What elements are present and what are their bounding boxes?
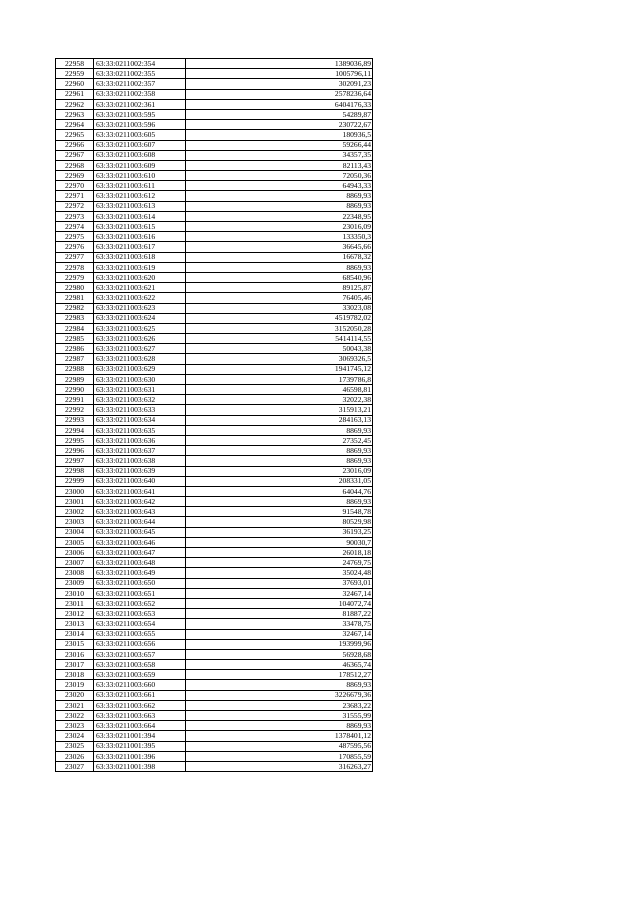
table-row	[56, 354, 373, 364]
row-number-cell: 22988	[56, 364, 94, 374]
row-number-cell: 22999	[56, 476, 94, 486]
cadastral-value-cell: 3069326,5	[186, 354, 373, 364]
row-number-cell: 23005	[56, 537, 94, 547]
cadastral-value-cell: 91548,78	[186, 507, 373, 517]
cadastral-number-cell: 63:33:0211003:634	[94, 415, 186, 425]
cadastral-number-cell: 63:33:0211003:629	[94, 364, 186, 374]
table-row	[56, 69, 373, 79]
row-number-cell: 23010	[56, 588, 94, 598]
table-row	[56, 578, 373, 588]
row-number-cell: 22982	[56, 303, 94, 313]
cadastral-number-cell: 63:33:0211002:361	[94, 99, 186, 109]
cadastral-value-cell: 33023,08	[186, 303, 373, 313]
cadastral-value-cell: 26018,18	[186, 548, 373, 558]
cadastral-value-cell: 54289,87	[186, 109, 373, 119]
row-number-cell: 22968	[56, 160, 94, 170]
cadastral-value-cell: 36193,25	[186, 527, 373, 537]
row-number-cell: 22959	[56, 69, 94, 79]
cadastral-number-cell: 63:33:0211003:644	[94, 517, 186, 527]
cadastral-value-cell: 8869,93	[186, 425, 373, 435]
cadastral-value-cell: 80529,98	[186, 517, 373, 527]
row-number-cell: 22983	[56, 313, 94, 323]
table-row	[56, 293, 373, 303]
cadastral-value-cell: 1389036,89	[186, 59, 373, 69]
table-row	[56, 272, 373, 282]
row-number-cell: 22985	[56, 334, 94, 344]
table-row	[56, 629, 373, 639]
row-number-cell: 23021	[56, 700, 94, 710]
cadastral-number-cell: 63:33:0211003:622	[94, 293, 186, 303]
cadastral-value-cell: 90030,7	[186, 537, 373, 547]
row-number-cell: 23026	[56, 751, 94, 761]
row-number-cell: 22981	[56, 293, 94, 303]
table-row	[56, 140, 373, 150]
table-row	[56, 425, 373, 435]
cadastral-number-cell: 63:33:0211003:614	[94, 211, 186, 221]
cadastral-number-cell: 63:33:0211003:638	[94, 456, 186, 466]
row-number-cell: 23024	[56, 731, 94, 741]
table-row	[56, 211, 373, 221]
cadastral-number-cell: 63:33:0211003:660	[94, 680, 186, 690]
table-row	[56, 242, 373, 252]
row-number-cell: 23022	[56, 711, 94, 721]
table-row	[56, 344, 373, 354]
cadastral-value-cell: 180936,5	[186, 130, 373, 140]
cadastral-number-cell: 63:33:0211003:612	[94, 191, 186, 201]
row-number-cell: 23016	[56, 649, 94, 659]
cadastral-value-cell: 1005796,11	[186, 69, 373, 79]
cadastral-value-cell: 284163,13	[186, 415, 373, 425]
cadastral-number-cell: 63:33:0211003:615	[94, 222, 186, 232]
cadastral-value-cell: 37693,01	[186, 578, 373, 588]
cadastral-value-cell: 315913,21	[186, 405, 373, 415]
table-row	[56, 323, 373, 333]
table-row	[56, 252, 373, 262]
cadastral-value-cell: 23016,09	[186, 222, 373, 232]
table-row	[56, 120, 373, 130]
table-row	[56, 588, 373, 598]
table-row	[56, 639, 373, 649]
row-number-cell: 22975	[56, 232, 94, 242]
row-number-cell: 23004	[56, 527, 94, 537]
cadastral-number-cell: 63:33:0211003:650	[94, 578, 186, 588]
cadastral-number-cell: 63:33:0211003:641	[94, 486, 186, 496]
cadastral-value-cell: 31555,99	[186, 711, 373, 721]
row-number-cell: 23009	[56, 578, 94, 588]
row-number-cell: 22974	[56, 222, 94, 232]
cadastral-value-cell: 72050,36	[186, 171, 373, 181]
row-number-cell: 22971	[56, 191, 94, 201]
row-number-cell: 22960	[56, 79, 94, 89]
row-number-cell: 22998	[56, 466, 94, 476]
row-number-cell: 22962	[56, 99, 94, 109]
cadastral-number-cell: 63:33:0211003:624	[94, 313, 186, 323]
row-number-cell: 22970	[56, 181, 94, 191]
table-row	[56, 558, 373, 568]
cadastral-value-cell: 8869,93	[186, 201, 373, 211]
table-row	[56, 150, 373, 160]
cadastral-value-cell: 32467,14	[186, 588, 373, 598]
cadastral-number-cell: 63:33:0211003:596	[94, 120, 186, 130]
cadastral-value-cell: 8869,93	[186, 191, 373, 201]
cadastral-number-cell: 63:33:0211002:355	[94, 69, 186, 79]
cadastral-number-cell: 63:33:0211002:357	[94, 79, 186, 89]
table-row	[56, 527, 373, 537]
table-row	[56, 283, 373, 293]
table-body	[56, 59, 373, 772]
cadastral-value-table	[55, 58, 373, 772]
cadastral-value-cell: 3226679,36	[186, 690, 373, 700]
cadastral-value-cell: 68540,96	[186, 272, 373, 282]
cadastral-number-cell: 63:33:0211003:623	[94, 303, 186, 313]
table-row	[56, 690, 373, 700]
table-row	[56, 222, 373, 232]
row-number-cell: 23014	[56, 629, 94, 639]
cadastral-value-cell: 76405,46	[186, 293, 373, 303]
table-row	[56, 741, 373, 751]
table-row	[56, 374, 373, 384]
cadastral-value-cell: 81887,22	[186, 609, 373, 619]
cadastral-number-cell: 63:33:0211003:627	[94, 344, 186, 354]
cadastral-value-cell: 16678,32	[186, 252, 373, 262]
table-row	[56, 517, 373, 527]
table-row	[56, 191, 373, 201]
table-row	[56, 181, 373, 191]
row-number-cell: 22980	[56, 283, 94, 293]
cadastral-number-cell: 63:33:0211003:613	[94, 201, 186, 211]
cadastral-value-cell: 302091,23	[186, 79, 373, 89]
table-row	[56, 405, 373, 415]
row-number-cell: 22979	[56, 272, 94, 282]
cadastral-number-cell: 63:33:0211003:617	[94, 242, 186, 252]
cadastral-number-cell: 63:33:0211003:659	[94, 670, 186, 680]
table-row	[56, 670, 373, 680]
cadastral-value-cell: 23683,22	[186, 700, 373, 710]
cadastral-number-cell: 63:33:0211003:654	[94, 619, 186, 629]
cadastral-number-cell: 63:33:0211003:653	[94, 609, 186, 619]
table-row	[56, 537, 373, 547]
cadastral-value-cell: 50043,38	[186, 344, 373, 354]
cadastral-value-cell: 46598,81	[186, 385, 373, 395]
table-row	[56, 456, 373, 466]
table-row	[56, 171, 373, 181]
row-number-cell: 23003	[56, 517, 94, 527]
cadastral-number-cell: 63:33:0211003:656	[94, 639, 186, 649]
cadastral-value-cell: 33478,75	[186, 619, 373, 629]
cadastral-number-cell: 63:33:0211003:626	[94, 334, 186, 344]
cadastral-number-cell: 63:33:0211003:649	[94, 568, 186, 578]
row-number-cell: 23012	[56, 609, 94, 619]
row-number-cell: 23001	[56, 497, 94, 507]
row-number-cell: 22958	[56, 59, 94, 69]
cadastral-number-cell: 63:33:0211003:651	[94, 588, 186, 598]
cadastral-number-cell: 63:33:0211003:648	[94, 558, 186, 568]
cadastral-value-cell: 34357,35	[186, 150, 373, 160]
row-number-cell: 22961	[56, 89, 94, 99]
table-row	[56, 466, 373, 476]
row-number-cell: 22973	[56, 211, 94, 221]
cadastral-number-cell: 63:33:0211003:595	[94, 109, 186, 119]
row-number-cell: 22990	[56, 385, 94, 395]
row-number-cell: 22995	[56, 435, 94, 445]
cadastral-value-cell: 46365,74	[186, 660, 373, 670]
row-number-cell: 23015	[56, 639, 94, 649]
cadastral-number-cell: 63:33:0211002:354	[94, 59, 186, 69]
cadastral-number-cell: 63:33:0211003:637	[94, 446, 186, 456]
cadastral-value-cell: 89125,87	[186, 283, 373, 293]
table-row	[56, 568, 373, 578]
cadastral-number-cell: 63:33:0211003:610	[94, 171, 186, 181]
cadastral-value-cell: 8869,93	[186, 497, 373, 507]
table-row	[56, 598, 373, 608]
row-number-cell: 22987	[56, 354, 94, 364]
cadastral-number-cell: 63:33:0211001:394	[94, 731, 186, 741]
cadastral-value-cell: 27352,45	[186, 435, 373, 445]
table-row	[56, 619, 373, 629]
table-row	[56, 160, 373, 170]
table-row	[56, 313, 373, 323]
cadastral-value-cell: 6404176,33	[186, 99, 373, 109]
cadastral-number-cell: 63:33:0211003:608	[94, 150, 186, 160]
cadastral-value-cell: 32022,38	[186, 395, 373, 405]
row-number-cell: 23020	[56, 690, 94, 700]
cadastral-value-cell: 32467,14	[186, 629, 373, 639]
cadastral-number-cell: 63:33:0211003:642	[94, 497, 186, 507]
cadastral-number-cell: 63:33:0211003:655	[94, 629, 186, 639]
table-row	[56, 476, 373, 486]
cadastral-value-cell: 56928,68	[186, 649, 373, 659]
table-row	[56, 364, 373, 374]
table-row	[56, 731, 373, 741]
cadastral-number-cell: 63:33:0211003:658	[94, 660, 186, 670]
row-number-cell: 22993	[56, 415, 94, 425]
cadastral-value-cell: 36645,66	[186, 242, 373, 252]
table-row	[56, 79, 373, 89]
table-row	[56, 334, 373, 344]
cadastral-value-cell: 82113,43	[186, 160, 373, 170]
cadastral-number-cell: 63:33:0211003:619	[94, 262, 186, 272]
cadastral-value-cell: 8869,93	[186, 456, 373, 466]
table-row	[56, 711, 373, 721]
cadastral-number-cell: 63:33:0211001:395	[94, 741, 186, 751]
row-number-cell: 23000	[56, 486, 94, 496]
table-row	[56, 385, 373, 395]
cadastral-number-cell: 63:33:0211003:640	[94, 476, 186, 486]
row-number-cell: 22977	[56, 252, 94, 262]
table-row	[56, 303, 373, 313]
cadastral-value-cell: 8869,93	[186, 262, 373, 272]
row-number-cell: 22992	[56, 405, 94, 415]
row-number-cell: 22976	[56, 242, 94, 252]
cadastral-value-cell: 104072,74	[186, 598, 373, 608]
cadastral-number-cell: 63:33:0211003:663	[94, 711, 186, 721]
row-number-cell: 23018	[56, 670, 94, 680]
row-number-cell: 23027	[56, 761, 94, 771]
cadastral-value-cell: 1941745,12	[186, 364, 373, 374]
cadastral-number-cell: 63:33:0211003:645	[94, 527, 186, 537]
table-row	[56, 130, 373, 140]
cadastral-value-cell: 64943,33	[186, 181, 373, 191]
cadastral-value-cell: 230722,67	[186, 120, 373, 130]
table-row	[56, 751, 373, 761]
table-row	[56, 59, 373, 69]
row-number-cell: 23008	[56, 568, 94, 578]
row-number-cell: 23006	[56, 548, 94, 558]
cadastral-value-cell: 170855,59	[186, 751, 373, 761]
cadastral-value-cell: 2578236,64	[186, 89, 373, 99]
table-row	[56, 486, 373, 496]
row-number-cell: 22965	[56, 130, 94, 140]
table-row	[56, 99, 373, 109]
cadastral-number-cell: 63:33:0211003:631	[94, 385, 186, 395]
row-number-cell: 22972	[56, 201, 94, 211]
row-number-cell: 22997	[56, 456, 94, 466]
cadastral-value-cell: 59266,44	[186, 140, 373, 150]
row-number-cell: 23011	[56, 598, 94, 608]
table-row	[56, 721, 373, 731]
cadastral-value-cell: 23016,09	[186, 466, 373, 476]
cadastral-value-cell: 8869,93	[186, 446, 373, 456]
cadastral-value-cell: 316263,27	[186, 761, 373, 771]
row-number-cell: 22991	[56, 395, 94, 405]
row-number-cell: 23019	[56, 680, 94, 690]
cadastral-number-cell: 63:33:0211003:618	[94, 252, 186, 262]
row-number-cell: 23002	[56, 507, 94, 517]
table-row	[56, 435, 373, 445]
cadastral-number-cell: 63:33:0211003:625	[94, 323, 186, 333]
cadastral-number-cell: 63:33:0211003:635	[94, 425, 186, 435]
row-number-cell: 22967	[56, 150, 94, 160]
row-number-cell: 22986	[56, 344, 94, 354]
row-number-cell: 22969	[56, 171, 94, 181]
table-row	[56, 89, 373, 99]
cadastral-value-cell: 3152050,28	[186, 323, 373, 333]
row-number-cell: 23025	[56, 741, 94, 751]
row-number-cell: 22964	[56, 120, 94, 130]
row-number-cell: 22996	[56, 446, 94, 456]
cadastral-number-cell: 63:33:0211003:664	[94, 721, 186, 731]
cadastral-number-cell: 63:33:0211003:662	[94, 700, 186, 710]
cadastral-number-cell: 63:33:0211002:358	[94, 89, 186, 99]
table-row	[56, 395, 373, 405]
cadastral-number-cell: 63:33:0211003:661	[94, 690, 186, 700]
cadastral-number-cell: 63:33:0211001:398	[94, 761, 186, 771]
cadastral-number-cell: 63:33:0211003:643	[94, 507, 186, 517]
cadastral-number-cell: 63:33:0211003:605	[94, 130, 186, 140]
row-number-cell: 22966	[56, 140, 94, 150]
row-number-cell: 23017	[56, 660, 94, 670]
table-row	[56, 262, 373, 272]
table-row	[56, 232, 373, 242]
cadastral-number-cell: 63:33:0211003:621	[94, 283, 186, 293]
row-number-cell: 22978	[56, 262, 94, 272]
table-row	[56, 507, 373, 517]
cadastral-number-cell: 63:33:0211003:633	[94, 405, 186, 415]
row-number-cell: 23023	[56, 721, 94, 731]
cadastral-number-cell: 63:33:0211003:616	[94, 232, 186, 242]
cadastral-number-cell: 63:33:0211003:611	[94, 181, 186, 191]
cadastral-value-cell: 35024,48	[186, 568, 373, 578]
cadastral-number-cell: 63:33:0211003:647	[94, 548, 186, 558]
cadastral-value-cell: 487595,56	[186, 741, 373, 751]
cadastral-value-cell: 8869,93	[186, 680, 373, 690]
cadastral-number-cell: 63:33:0211003:607	[94, 140, 186, 150]
table-row	[56, 446, 373, 456]
cadastral-number-cell: 63:33:0211003:639	[94, 466, 186, 476]
cadastral-value-cell: 133350,3	[186, 232, 373, 242]
cadastral-value-cell: 24769,75	[186, 558, 373, 568]
cadastral-number-cell: 63:33:0211003:652	[94, 598, 186, 608]
table-row	[56, 761, 373, 771]
cadastral-number-cell: 63:33:0211003:657	[94, 649, 186, 659]
row-number-cell: 23007	[56, 558, 94, 568]
cadastral-number-cell: 63:33:0211003:636	[94, 435, 186, 445]
cadastral-number-cell: 63:33:0211003:609	[94, 160, 186, 170]
row-number-cell: 22989	[56, 374, 94, 384]
cadastral-value-cell: 1739786,8	[186, 374, 373, 384]
table-row	[56, 201, 373, 211]
table-row	[56, 700, 373, 710]
cadastral-value-cell: 4519782,02	[186, 313, 373, 323]
cadastral-number-cell: 63:33:0211003:628	[94, 354, 186, 364]
cadastral-value-cell: 193999,96	[186, 639, 373, 649]
cadastral-value-cell: 8869,93	[186, 721, 373, 731]
table-row	[56, 415, 373, 425]
cadastral-value-cell: 5414114,55	[186, 334, 373, 344]
table-row	[56, 680, 373, 690]
table-row	[56, 497, 373, 507]
cadastral-value-cell: 22348,95	[186, 211, 373, 221]
cadastral-value-cell: 1378401,12	[186, 731, 373, 741]
row-number-cell: 22963	[56, 109, 94, 119]
row-number-cell: 22984	[56, 323, 94, 333]
cadastral-value-cell: 178512,27	[186, 670, 373, 680]
cadastral-number-cell: 63:33:0211001:396	[94, 751, 186, 761]
cadastral-number-cell: 63:33:0211003:620	[94, 272, 186, 282]
cadastral-number-cell: 63:33:0211003:632	[94, 395, 186, 405]
table-row	[56, 609, 373, 619]
cadastral-number-cell: 63:33:0211003:630	[94, 374, 186, 384]
table-row	[56, 548, 373, 558]
table-row	[56, 649, 373, 659]
row-number-cell: 23013	[56, 619, 94, 629]
table-row	[56, 109, 373, 119]
table-row	[56, 660, 373, 670]
cadastral-value-cell: 208331,05	[186, 476, 373, 486]
row-number-cell: 22994	[56, 425, 94, 435]
cadastral-number-cell: 63:33:0211003:646	[94, 537, 186, 547]
cadastral-value-cell: 64044,76	[186, 486, 373, 496]
